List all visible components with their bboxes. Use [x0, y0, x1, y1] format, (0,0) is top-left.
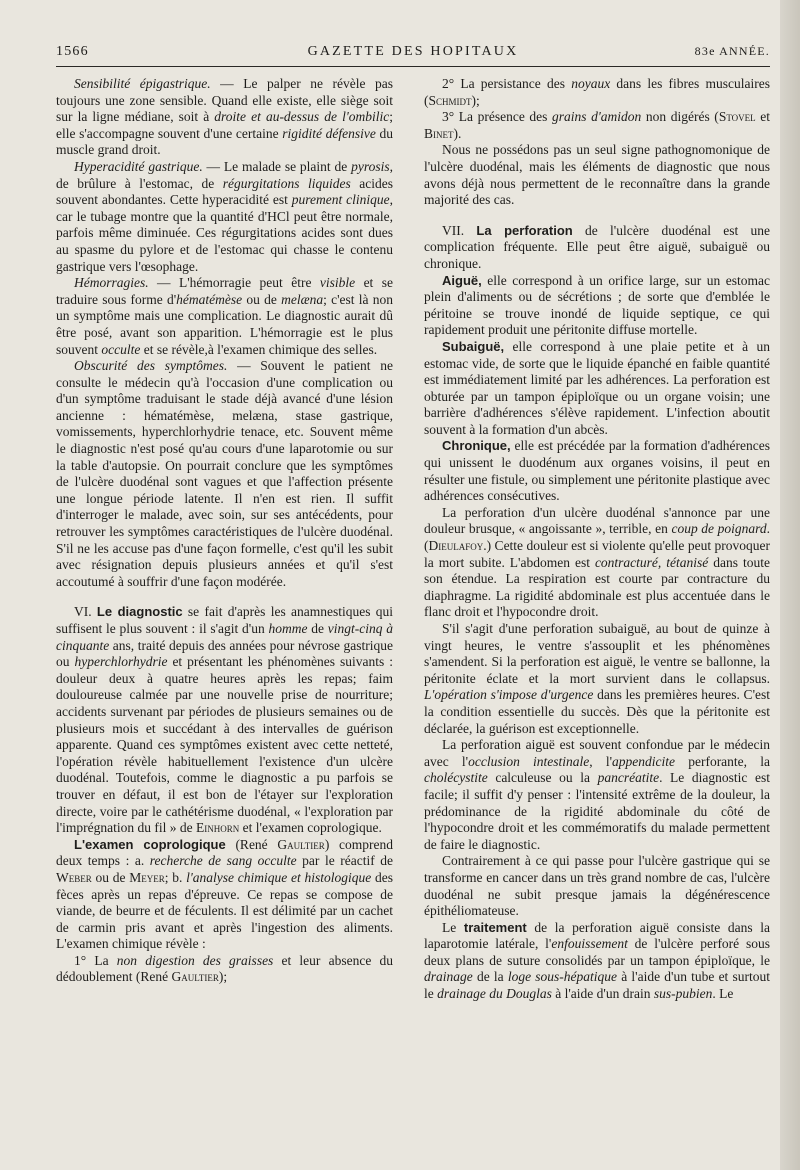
section-heading: Subaiguë,	[442, 338, 505, 354]
paragraph-degenerescence: Contrairement à ce qui passe pour l'ulcère gastrique qui se transforme en cancer dans un très grand nombre de cas, l'ulcère duodénal ne subit presque jamais la dégénérescence épithéliomateuse.	[424, 853, 770, 919]
paragraph-diagnostic-differentiel: La perforation aiguë est souvent confondue par le médecin avec l'occlusion intestinale, l'appendicite perforante, la cholécystite calculeuse ou la pancréatite. Le diagnostic est facile; il suffit d'y penser : l'intensité extrême de la douleur, la prédominance de la rigidité abdominale du côté de l'hypocondre droit et les commémoratifs du malade permettent de faire le diagnostic.	[424, 737, 770, 852]
journal-title: GAZETTE DES HOPITAUX	[307, 44, 519, 59]
section-heading: Hyperacidité gastrique.	[74, 158, 203, 174]
section-vii-perforation: VII. La perforation de l'ulcère duodénal est une complication fréquente. Elle peut être aiguë, subaiguë ou chronique.	[424, 222, 770, 271]
paragraph-sensibilite: Sensibilité épigastrique. — Le palper ne révèle pas toujours une zone sensible. Quand elle existe, elle siège soit sur la ligne médiane, soit à droite et au-dessus de l'ombilic; elle s'accompagne souvent d'une certaine rigidité défensive du muscle grand droit.	[56, 76, 393, 158]
section-heading: Hémorragies.	[74, 275, 149, 291]
paragraph-traitement: Le traitement de la perforation aiguë consiste dans la laparotomie latérale, l'enfouissement de l'ulcère perforé sous deux plans de suture consolidés par un tampon épiploïque, le drainage de la loge sous-hépatique à l'aide d'un tube et surtout le drainage du Douglas à l'aide d'un drain sus-pubien. Le	[424, 919, 771, 1002]
paragraph-perforation-douleur: La perforation d'un ulcère duodénal s'annonce par une douleur brusque, « angoissante », terrible, en coup de poignard. (Dieulafoy.) Cette douleur est si violente qu'elle peut provoquer la mort subite. L'abdomen est contracturé, tétanisé dans toute son étendue. La respiration est courte par contracture du diaphragme. La rigidité abdominale est plus accentuée dans le flanc droit et l'hypocondre droit.	[424, 504, 770, 620]
running-header	[56, 44, 770, 66]
paragraph-chronique: Chronique, elle est précédée par la formation d'adhérences qui unissent le duodénum aux organes voisins, il peut en résulter une fistule, ou simplement une péritonite plastique avec adhérences consécutives.	[424, 438, 770, 504]
paragraph-hyperacidite: Hyperacidité gastrique. — Le malade se plaint de pyrosis, de brûlure à l'estomac, de régurgitations liquides acides souvent abondantes. Cette hyperacidité est purement clinique, car le tubage montre que la quantité d'HCl peut être normale, parfois même diminuée. Ces régurgitations acides sont dues au spasme du pylore et de l'estomac qui chasse le contenu gastrique vers l'œsophage.	[56, 158, 393, 274]
section-heading: Le diagnostic	[96, 604, 183, 620]
section-heading: L'examen coprologique	[74, 836, 226, 852]
section-vi-diagnostic: VI. Le diagnostic se fait d'après les anamnestiques qui suffisent le plus souvent : il s'agit d'un homme de vingt-cinq à cinquante ans, traité depuis des années pour névrose gastrique ou hyperchlorhydrie et présentant les phénomènes suivants : douleur deux à quatre heures après les repas; faim douloureuse calmée par une nouvelle prise de nourriture; accidents survenant par périodes de plusieurs semaines ou de plusieurs mois et succédant à des intervalles de guérison apparente. Quand ces symptômes existent avec cette netteté, l'opération révèle habituellement l'existence d'un ulcère duodénal. Toutefois, comme le diagnostic a pu parfois se trouver en défaut, il est bon de l'étayer sur l'exploration directe, voire par le cathétérisme duodénal, « l'exploration par l'imprégnation du fil » de Einhorn et l'examen coprologique.	[56, 604, 394, 836]
paragraph-aigue: Aiguë, elle correspond à un orifice large, sur un estomac plein d'aliments ou de sécrétions ; de sorte que d'emblée le péritoine se trouve inondé de liquide septique, ce qui rapidement produit une péritonite diffuse mortelle.	[424, 272, 770, 338]
paragraph-examen-coprologique: L'examen coprologique (René Gaultier) comprend deux temps : a. recherche de sang occulte par le réactif de Weber ou de Meyer; b. l'analyse chimique et histologique des fèces après un repas d'épreuve. Ce repas se compose de viande, de beurre et de féculents. Il est délimité par un cachet de carmin pris avant et après l'ingestion des aliments. L'examen chimique révèle :	[56, 836, 393, 952]
section-heading: Chronique,	[442, 438, 511, 454]
section-heading: Obscurité des symptômes.	[74, 358, 228, 374]
paragraph-hemorragies: Hémorragies. — L'hémorragie peut être visible et se traduire sous forme d'hématémèse ou de melæna; c'est là non un symptôme mais une complication. Le diagnostic aurait dû être posé, avant son apparition. L'hémorragie est le plus souvent occulte et se révèle,à l'examen chimique des selles.	[56, 275, 394, 357]
paragraph-conclusion-diagnostic: Nous ne possédons pas un seul signe pathognomonique de l'ulcère duodénal, mais les éléments de diagnostic que nous avons déjà nous permettent de le reconnaître dans la grande majorité des cas.	[424, 142, 770, 208]
paragraph-item-3: 3° La présence des grains d'amidon non digérés (Stovel et Binet).	[424, 109, 770, 141]
paragraph-item-1: 1° La non digestion des graisses et leur absence du dédoublement (René Gaultier);	[56, 952, 394, 985]
section-heading: La perforation	[476, 222, 573, 238]
page-number: 1566	[56, 44, 89, 59]
volume-year: 83e ANNÉE.	[694, 44, 770, 58]
left-column	[56, 76, 393, 986]
paragraph-subaigue: Subaiguë, elle correspond à une plaie petite et à un estomac vide, de sorte que le liquide épanché en faible quantité est immédiatement limité par les adhérences. La perforation est obturée par un tampon épiploïque ou un organe voisin; une barrière d'adhérences s'élève rapidement. L'infection aboutit souvent à la formation d'un abcès.	[424, 338, 770, 437]
right-column	[424, 76, 770, 1003]
section-heading: Aiguë,	[442, 272, 482, 288]
paragraph-item-2: 2° La persistance des noyaux dans les fibres musculaires (Schmidt);	[424, 76, 770, 108]
section-heading: Sensibilité épigastrique.	[74, 76, 211, 91]
paragraph-perforation-evolution: S'il s'agit d'une perforation subaiguë, au bout de quinze à vingt heures, le ventre s'assouplit et les phénomènes s'amendent. Si la perforation est aiguë, le ventre se ballonne, la péritonite éclate et la mort survient dans le collapsus. L'opération s'impose d'urgence dans les premières heures. C'est la condition essentielle du succès. Dès que la péritonite est déclarée, la guérison est exceptionnelle.	[424, 621, 770, 736]
page-edge-shadow	[780, 0, 800, 1170]
header-rule	[56, 66, 770, 67]
section-heading: traitement	[463, 919, 527, 935]
paragraph-obscurite: Obscurité des symptômes. — Souvent le patient ne consulte le médecin qu'à l'occasion d'une complication ou d'un symptôme traduisant le stade déjà avancé d'une lésion ancienne : hématémèse, melæna, stase gastrique, vomissements, hyperchlorhydrie tenace, etc. Souvent même le diagnostic n'est posé qu'au cours d'une laparotomie ou sur la table d'autopsie. On pourrait conclure que les symptômes de l'ulcère duodénal sont vagues et que l'affection présente une longue période latente. Il n'en est rien. Il suffit d'interroger le malade, avec soin, sur ses antécédents, pour retrouver les symptômes caractéristiques de l'ulcère duodénal. S'il ne les accuse pas d'une façon formelle, c'est qu'il les subit avec résignation depuis plusieurs années et qu'il s'est accoutumé à souffrir d'une façon modérée.	[56, 358, 393, 589]
